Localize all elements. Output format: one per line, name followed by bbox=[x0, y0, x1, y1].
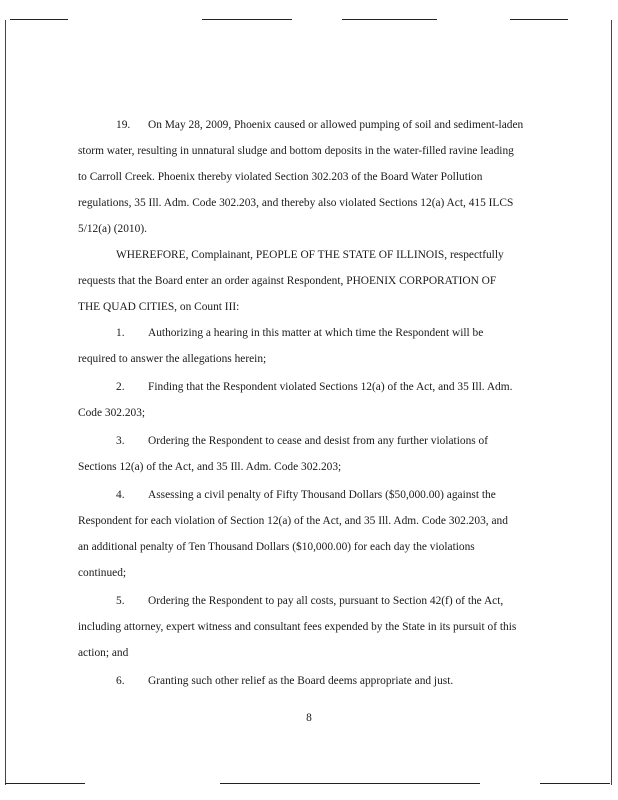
wherefore-line: requests that the Board enter an order against Respondent, PHOENIX CORPORATION OF bbox=[78, 275, 497, 287]
paragraph-number: 19. bbox=[116, 119, 131, 131]
item-line: Assessing a civil penalty of Fifty Thousand Dollars ($50,000.00) against the bbox=[148, 489, 496, 501]
item-line: Granting such other relief as the Board deems appropriate and just. bbox=[148, 675, 454, 687]
item-number: 2. bbox=[116, 381, 125, 393]
left-border bbox=[5, 20, 6, 785]
top-border-segment bbox=[510, 19, 568, 20]
paragraph-line: storm water, resulting in unnatural sludge and bottom deposits in the water-filled ravine leading bbox=[78, 145, 514, 157]
top-border-segment bbox=[342, 19, 437, 20]
item-number: 6. bbox=[116, 675, 125, 687]
bottom-border-segment bbox=[220, 783, 480, 784]
paragraph-line: 5/12(a) (2010). bbox=[78, 223, 147, 235]
item-line: including attorney, expert witness and consultant fees expended by the State in its pursuit of this bbox=[78, 621, 517, 633]
item-line: Finding that the Respondent violated Sections 12(a) of the Act, and 35 Ill. Adm. bbox=[148, 381, 513, 393]
wherefore-line: THE QUAD CITIES, on Count III: bbox=[78, 301, 240, 313]
item-line: continued; bbox=[78, 567, 127, 579]
item-line: Code 302.203; bbox=[78, 407, 146, 419]
item-number: 3. bbox=[116, 435, 125, 447]
wherefore-line: WHEREFORE, Complainant, PEOPLE OF THE STATE OF ILLINOIS, respectfully bbox=[116, 249, 504, 261]
item-line: Ordering the Respondent to cease and desist from any further violations of bbox=[148, 435, 489, 447]
paragraph-line: to Carroll Creek. Phoenix thereby violated Section 302.203 of the Board Water Pollution bbox=[78, 171, 483, 183]
top-border-segment bbox=[202, 19, 292, 20]
right-border bbox=[611, 20, 612, 785]
item-number: 4. bbox=[116, 489, 125, 501]
page-number: 8 bbox=[306, 712, 312, 724]
item-number: 5. bbox=[116, 595, 125, 607]
paragraph-line: regulations, 35 Ill. Adm. Code 302.203, and thereby also violated Sections 12(a) Act, 415 ILCS bbox=[78, 197, 514, 209]
item-line: required to answer the allegations herein; bbox=[78, 353, 267, 365]
item-line: an additional penalty of Ten Thousand Dollars ($10,000.00) for each day the violations bbox=[78, 541, 475, 553]
item-line: Sections 12(a) of the Act, and 35 Ill. Adm. Code 302.203; bbox=[78, 461, 342, 473]
bottom-border-segment bbox=[5, 783, 85, 784]
item-number: 1. bbox=[116, 327, 125, 339]
item-line: Authorizing a hearing in this matter at which time the Respondent will be bbox=[148, 327, 484, 339]
bottom-border-segment bbox=[540, 783, 610, 784]
top-border-segment bbox=[10, 19, 68, 20]
item-line: action; and bbox=[78, 647, 129, 659]
item-line: Respondent for each violation of Section 12(a) of the Act, and 35 Ill. Adm. Code 302.203, and bbox=[78, 515, 508, 527]
item-line: Ordering the Respondent to pay all costs, pursuant to Section 42(f) of the Act, bbox=[148, 595, 504, 607]
paragraph-line: On May 28, 2009, Phoenix caused or allowed pumping of soil and sediment-laden bbox=[148, 119, 524, 131]
